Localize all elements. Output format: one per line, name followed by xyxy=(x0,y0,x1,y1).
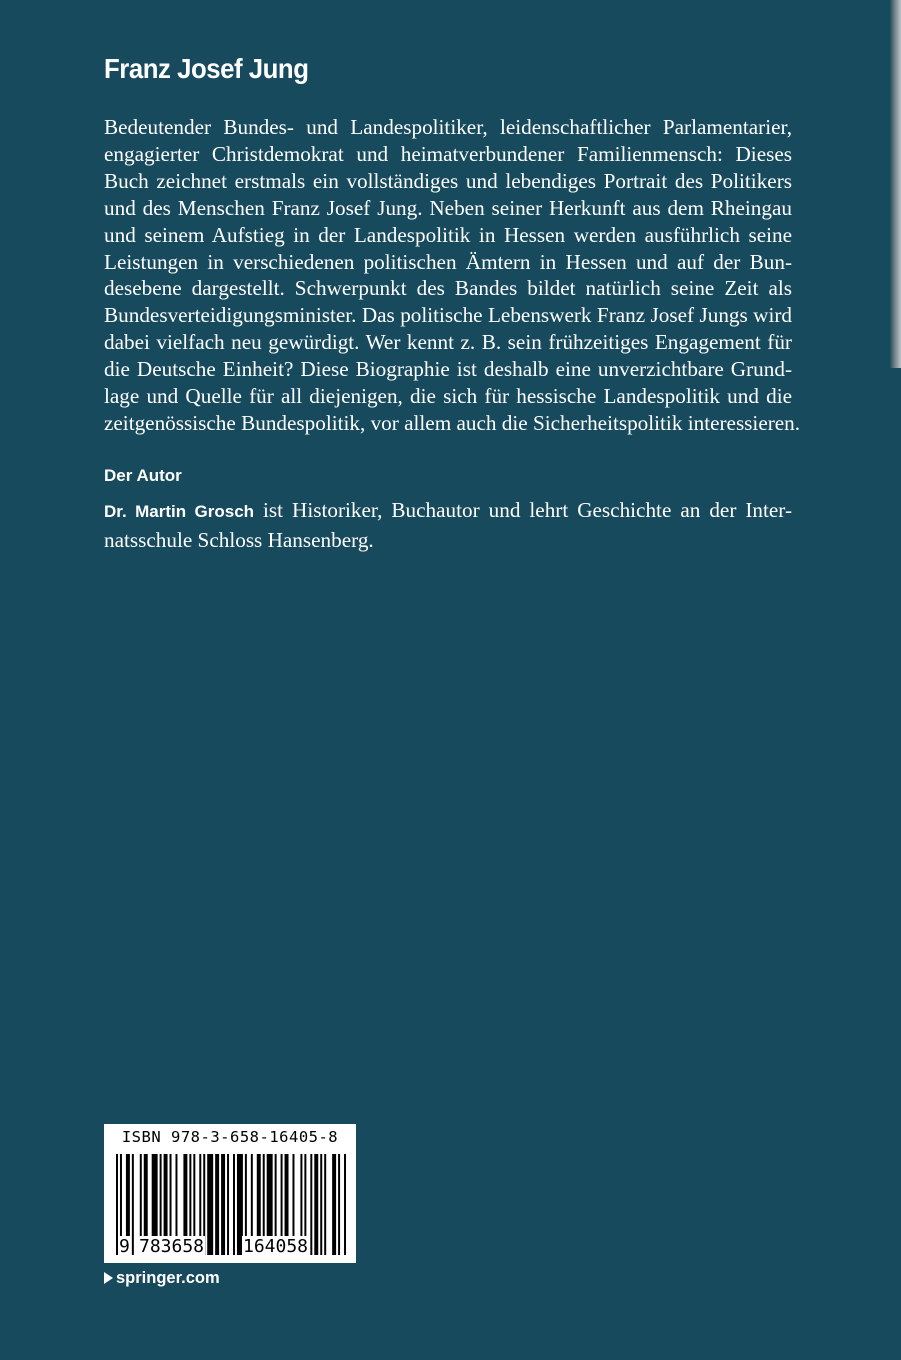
publisher-website-label: springer.com xyxy=(116,1269,220,1287)
author-bio-text: ist Historiker, Buchautor und lehrt Geschichte an der Inter- xyxy=(254,498,792,522)
isbn-barcode xyxy=(104,1124,356,1263)
blurb-line: die Deutsche Einheit? Diese Biographie ist deshalb eine unverzichtbare Grund- xyxy=(104,357,792,382)
barcode-digits-right: 164058 xyxy=(243,1236,309,1257)
blurb-line: und des Menschen Franz Josef Jung. Neben seiner Herkunft aus dem Rheingau xyxy=(104,195,792,220)
isbn-label: ISBN 978-3-658-16405-8 xyxy=(121,1128,339,1146)
blurb-line: engagierter Christdemokrat und heimatverbundener Familienmensch: Dieses xyxy=(104,141,792,166)
blurb-line: lage und Quelle für all diejenigen, die sich für hessische Landespolitik und die xyxy=(104,384,792,409)
author-bio xyxy=(104,496,792,554)
barcode-digits xyxy=(104,1236,356,1260)
arrow-right-icon xyxy=(104,1272,113,1284)
blurb-line: Buch zeichnet erstmals ein vollständiges und lebendiges Portrait des Politikers xyxy=(104,168,792,193)
barcode-digit-first: 9 xyxy=(119,1236,130,1257)
blurb-line: Bundesverteidigungsminister. Das politische Lebenswerk Franz Josef Jungs wird xyxy=(104,303,792,328)
author-bio-line xyxy=(104,496,792,526)
publisher-website[interactable] xyxy=(104,1269,220,1288)
author-name: Dr. Martin Grosch xyxy=(104,502,255,521)
blurb-line: Bedeutender Bundes- und Landespolitiker, leidenschaftlicher Parlamentarier, xyxy=(104,115,792,139)
author-bio-line: natsschule Schloss Hansenberg. xyxy=(104,528,374,552)
blurb-line: dabei vielfach neu gewürdigt. Wer kennt z. B. sein frühzeitiges Engagement für xyxy=(104,330,792,355)
cover-image-edge xyxy=(890,0,901,368)
book-title: Franz Josef Jung xyxy=(104,53,309,84)
barcode-digits-left: 783658 xyxy=(139,1236,205,1257)
blurb-line: desebene dargestellt. Schwerpunkt des Bandes bildet natürlich seine Zeit als xyxy=(104,276,792,301)
blurb-line: Leistungen in verschiedenen politischen Ämtern in Hessen und auf der Bun- xyxy=(104,249,792,274)
author-heading: Der Autor xyxy=(104,466,182,485)
blurb-line: zeitgenössische Bundespolitik, vor allem auch die Sicherheitspolitik interessieren. xyxy=(104,410,801,435)
blurb-line: und seinem Aufstieg in der Landespolitik in Hessen werden ausführlich seine xyxy=(104,222,792,247)
book-blurb xyxy=(104,114,801,437)
